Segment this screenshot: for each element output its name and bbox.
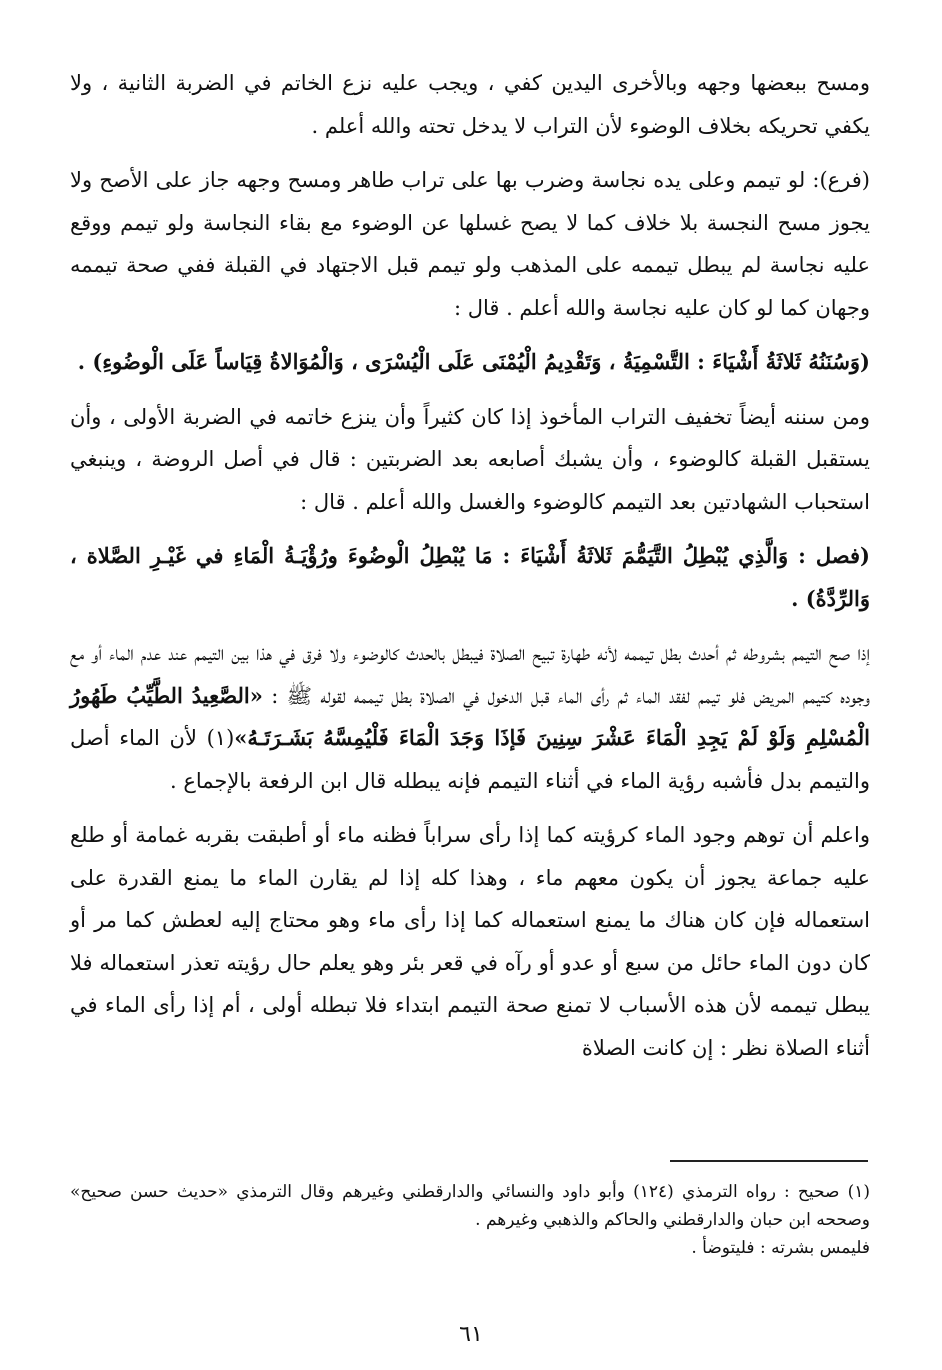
paragraph-3: ومن سننه أيضاً تخفيف التراب المأخوذ إذا كان كثيراً وأن ينزع خاتمه في الضربة الأولى ، وأن يستقبل القبلة كالوضوء ، وأن يشبك أصابعه بعد الضربتين : قال في أصل الروضة ، وينبغي استحباب الشهادتين بعد التيمم كالوضوء والغسل والله أعلم . قال : bbox=[70, 404, 870, 514]
paragraph-5: واعلم أن توهم وجود الماء كرؤيته كما إذا رأى سراباً فظنه ماء أو أطبقت بقربه غمامة أو طلع عليه جماعة يجوز أن يكون معهم ماء ، وهذا كله إذا لم يقارن الماء ما يمنع القدرة على استعماله فإن كان هناك ما يمنع استعماله كما إذا رأى ماء وهو محتاج إليه لعطش كما مر أو كان دون الماء حائل من سبع أو عدو أو رآه في قعر بئر وهو يعلم حال رؤيته تعذر استعماله فلا يبطل تيممه لأن هذه الأسباب لا تمنع صحة التيمم ابتداء فلا تبطله أولى ، أم إذا رأى الماء في أثناء الصلاة نظر : إن كانت الصلاة bbox=[70, 823, 870, 1060]
footnotes bbox=[70, 1178, 870, 1262]
page-number: ٦١ bbox=[459, 1322, 483, 1347]
footnote-divider bbox=[670, 1160, 868, 1162]
matn-quote-2: (فصل : وَالَّذِي يُبْطِلُ التَّيَمُّمَ ثَلاثَةُ أَشْيَاءَ : مَا يُبْطِلُ الْوضُوءَ ورُؤْيَـةُ الْمَاءِ في غَيْـرِ الصَّلاة ، وَالرِّدَّةُ) . bbox=[70, 543, 870, 611]
paragraph-1: ومسح ببعضها وجهه وبالأخرى اليدين كفي ، ويجب عليه نزع الخاتم في الضربة الثانية ، ولا يكفي تحريكه بخلاف الوضوء لأن التراب لا يدخل تحته والله أعلم . bbox=[70, 71, 870, 138]
paragraph-2: (فرع): لو تيمم وعلى يده نجاسة وضرب بها على تراب طاهر ومسح وجهه جاز على الأصح ولا يجوز مسح النجسة بلا خلاف كما لا يصح غسلها عن الوضوء مع بقاء النجاسة ولو تيمم ووقع عليه نجاسة لم يبطل تيممه على المذهب ولو تيمم قبل الاجتهاد في القبلة ففي صحة تيممه وجهان كما لو كان عليه نجاسة والله أعلم . قال : bbox=[70, 168, 870, 320]
footnote-1: (١) صحيح : رواه الترمذي (١٢٤) وأبو داود والنسائي والدارقطني وغيرهم وقال الترمذي «حديث حسن صحيح» وصححه ابن حبان والدارقطني والحاكم والذهبي وغيرهم . bbox=[70, 1182, 870, 1230]
matn-quote-1: (وَسُنَنُهُ ثَلاثَةُ أَشْيَاءَ : التَّسْمِيَةُ ، وَتَقْدِيمُ الْيُمْنَى عَلَى الْيُسْرَى ، وَالْمُوَالاةُ قِيَاساً عَلَى الْوضُوءِ) . bbox=[77, 349, 870, 374]
paragraph-4 bbox=[70, 632, 870, 802]
main-text bbox=[70, 62, 870, 1081]
paragraph-4-text: إذا صح التيمم بشروطه ثم أحدث بطل تيممه لأنه طهارة تبيح الصلاة فيبطل بالحدث كالوضوء ولا فرق في هذا بين التيمم عند عدم الماء أو مع وجوده كتيمم المريض فلو تيمم لفقد الماء ثم رأى الماء قبل الدخول في الصلاة بطل تيممه لقوله ﷺ : bbox=[70, 641, 870, 708]
footnote-2: فليمس بشرته : فليتوضأ . bbox=[691, 1238, 870, 1258]
paragraph-4-after: (١) لأن الماء أصل والتيمم بدل فأشبه رؤية الماء في أثناء التيمم فإنه يبطله قال ابن الرفعة بالإجماع . bbox=[70, 726, 870, 793]
hadith-quote: «الصَّعِيدُ الطَّيِّبُ طَهُورُ الْمُسْلِمِ وَلَوْ لَمْ يَجِدِ الْمَاءَ عَشْرَ سِنِينَ فَإذَا وَجَدَ الْمَاءَ فَلْيُمِسَّهُ بَشَـرَتَـهُ» bbox=[70, 682, 870, 750]
